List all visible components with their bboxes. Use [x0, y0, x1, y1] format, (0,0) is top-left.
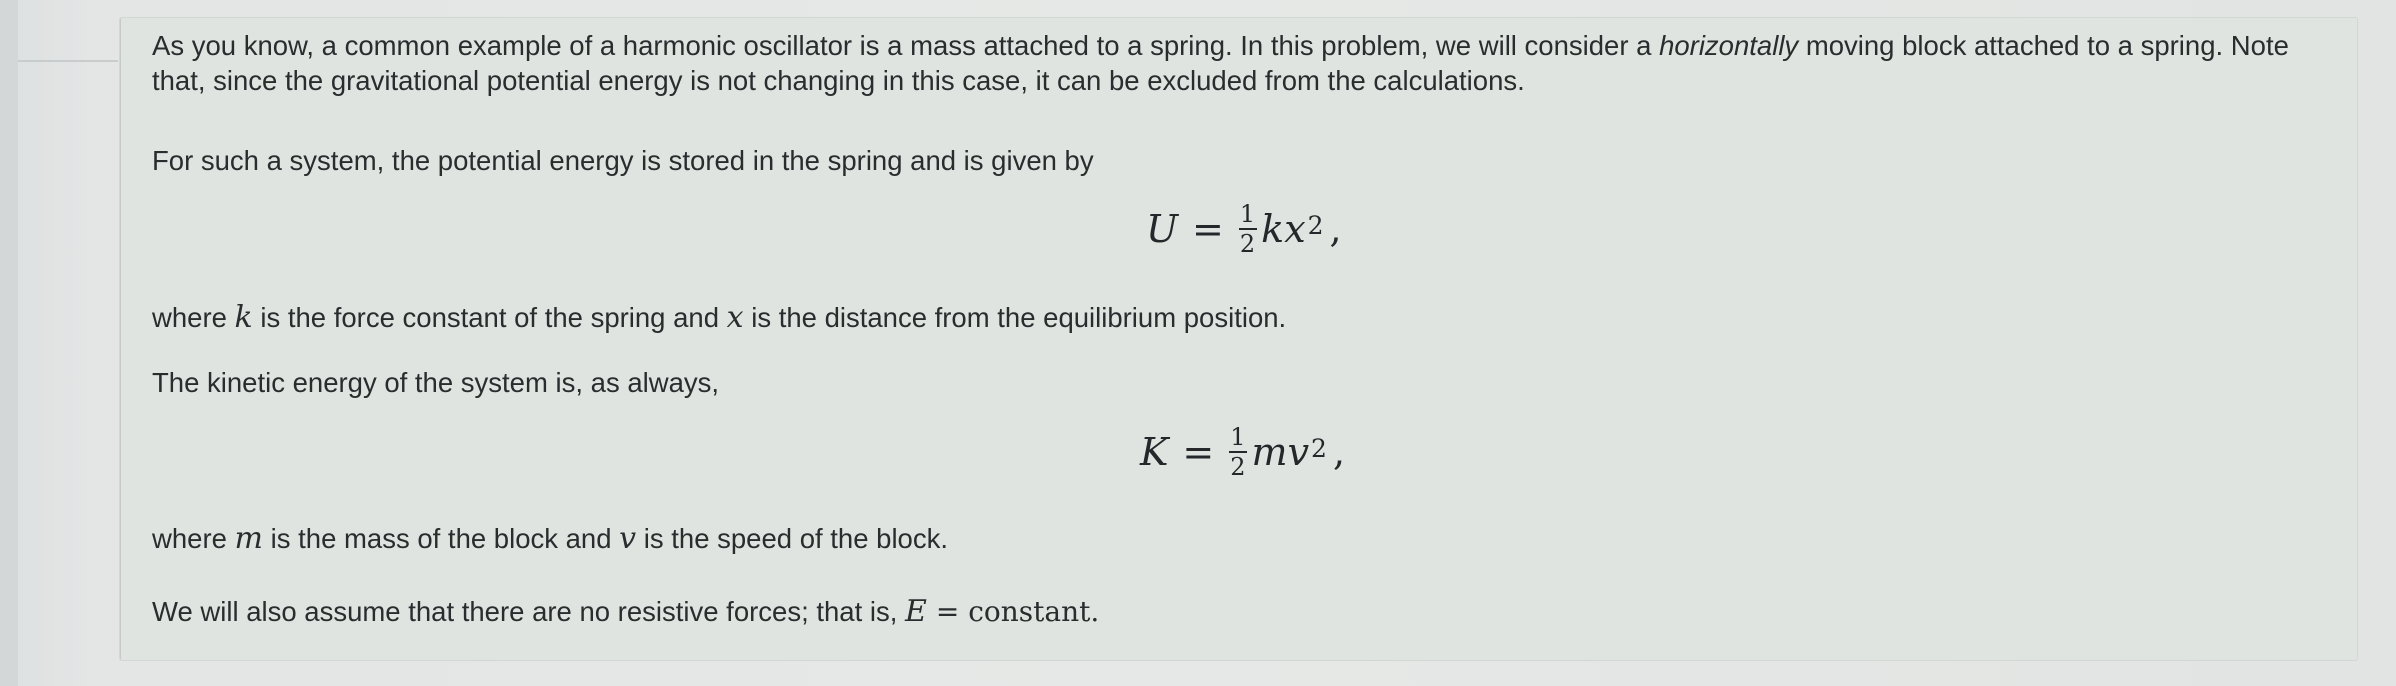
eq-exponent: 2 — [1307, 210, 1324, 240]
fraction-one-half — [1238, 202, 1257, 256]
constant-word: constant. — [968, 595, 1100, 628]
potential-energy-intro: For such a system, the potential energy is stored in the spring and is given by — [152, 145, 1094, 176]
eq-var-v: v — [1287, 430, 1310, 474]
text-span: where — [152, 302, 235, 333]
eq-var-m: m — [1251, 430, 1288, 474]
fraction-numerator: 1 — [1230, 423, 1246, 451]
eq-lhs: K — [1140, 430, 1169, 474]
kinetic-energy-intro: The kinetic energy of the system is, as always, — [152, 367, 720, 398]
var-k: k — [234, 300, 253, 335]
energy-conservation-statement — [152, 594, 1099, 629]
var-v: v — [619, 521, 637, 556]
var-x: x — [726, 300, 744, 335]
intro-text-start: As you know, a common example of a harmonic oscillator is a mass attached to a spring. In this problem, we will consider a — [152, 30, 1660, 61]
problem-panel — [120, 18, 2357, 660]
var-m: m — [234, 521, 263, 556]
left-margin-strip — [0, 0, 18, 686]
text-span: is the force constant of the spring and — [252, 302, 727, 333]
eq-var-x: x — [1284, 207, 1306, 251]
left-divider-line — [18, 60, 118, 62]
equals-sign: = — [926, 595, 969, 628]
horizontally-emphasis: horizontally — [1659, 30, 1799, 61]
eq-comma: , — [1329, 207, 1342, 251]
text-span: is the mass of the block and — [263, 523, 620, 554]
eq-equals: = — [1192, 207, 1224, 251]
eq-lhs: U — [1146, 207, 1179, 251]
text-span: where — [152, 523, 235, 554]
fraction-one-half — [1228, 425, 1247, 479]
kinetic-energy-equation — [1140, 425, 1345, 479]
text-span: is the speed of the block. — [636, 523, 948, 554]
intro-paragraph — [152, 28, 2332, 98]
eq-var-k: k — [1261, 207, 1285, 251]
potential-energy-explanation — [152, 300, 1286, 335]
eq-comma: , — [1332, 430, 1346, 474]
fraction-denominator: 2 — [1230, 453, 1246, 481]
intro-text-end: moving block attached to a spring. Note that, since the gravitational potential energy is not changing in this case, it can be excluded from the calculations. — [152, 30, 2289, 96]
text-span: is the distance from the equilibrium position. — [743, 302, 1287, 333]
eq-equals: = — [1182, 430, 1215, 474]
text-span: We will also assume that there are no resistive forces; that is, — [152, 596, 906, 627]
potential-energy-equation — [1146, 202, 1342, 256]
fraction-numerator: 1 — [1239, 200, 1256, 228]
kinetic-energy-explanation — [152, 521, 948, 556]
var-e: E — [905, 594, 927, 629]
fraction-denominator: 2 — [1239, 230, 1256, 258]
eq-exponent: 2 — [1311, 433, 1327, 463]
